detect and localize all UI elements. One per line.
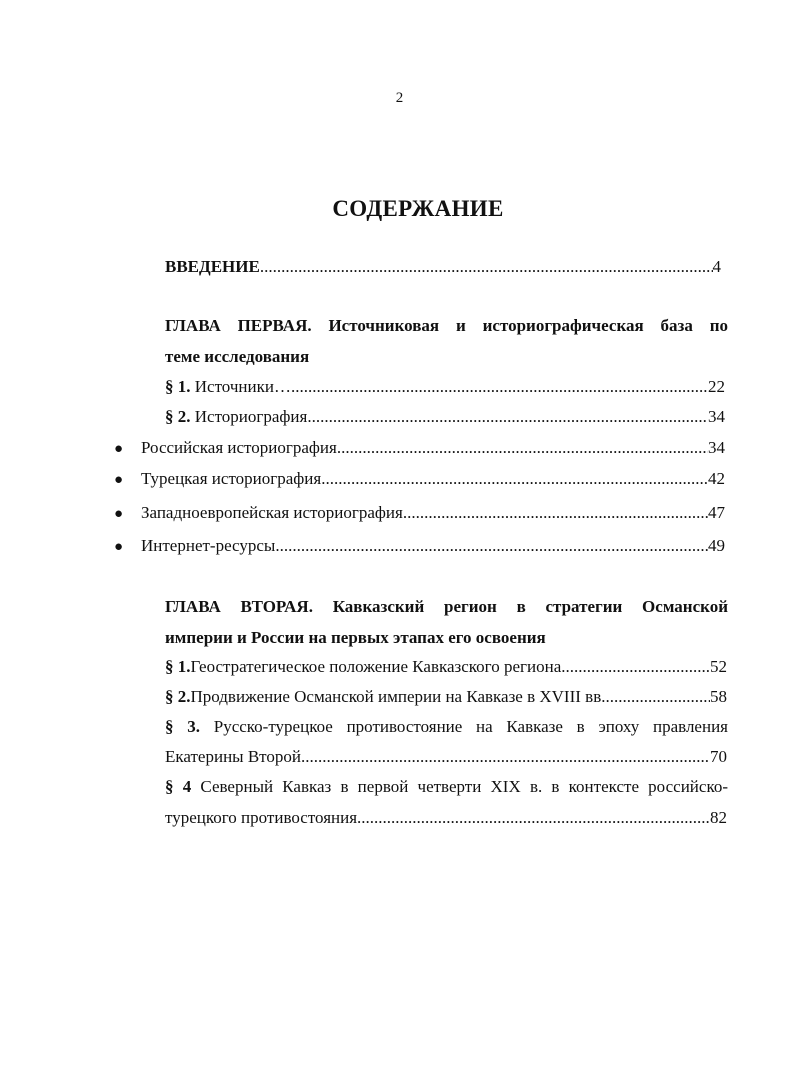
toc-entry-ch2-s2[interactable] <box>165 687 727 711</box>
section-mark: § 4 <box>165 777 192 796</box>
toc-entry-russian-historiography[interactable] <box>141 438 725 462</box>
toc-entry-turkish-historiography[interactable] <box>141 469 725 493</box>
toc-entry-label: Геостратегическое положение Кавказского региона <box>190 657 562 676</box>
toc-entry-label: Русско-турецкое противостояние на Кавказе в эпоху правления <box>200 717 728 736</box>
section-mark: § 1. <box>165 657 191 676</box>
dot-leader <box>307 407 708 427</box>
toc-page-number: 42 <box>708 469 725 488</box>
toc-entry-ch2-s3-line1[interactable] <box>165 717 728 737</box>
chapter2-heading-line2: империи и России на первых этапах его освоения <box>165 628 546 647</box>
toc-title: СОДЕРЖАНИЕ <box>332 196 504 221</box>
toc-entry-internet-resources[interactable] <box>141 536 725 560</box>
bullet-icon: ● <box>114 472 124 488</box>
toc-entry-ch2-s3-line2[interactable] <box>165 747 727 771</box>
toc-entry-label: Екатерины Второй <box>165 747 301 766</box>
chapter1-heading-line1: ГЛАВА ПЕРВАЯ. Источниковая и историографическая база по <box>165 316 728 335</box>
dot-leader <box>601 687 710 707</box>
toc-page-number: 82 <box>710 808 727 827</box>
dot-leader <box>301 747 710 767</box>
toc-entry-west-european-historiography[interactable] <box>141 503 725 527</box>
dot-leader <box>275 536 708 556</box>
toc-page-number: 34 <box>708 438 725 457</box>
dot-leader <box>337 438 708 458</box>
toc-entry-ch2-s4-line2[interactable] <box>165 808 727 832</box>
toc-entry-label: Западноевропейская историография <box>141 503 403 522</box>
chapter2-heading-line1: ГЛАВА ВТОРАЯ. Кавказский регион в стратегии Османской <box>165 597 728 616</box>
dot-leader <box>357 808 710 828</box>
toc-entry-label: Источники… <box>194 377 291 396</box>
page-number: 2 <box>395 90 404 106</box>
toc-entry-intro[interactable] <box>165 257 721 281</box>
toc-entry-label: Историография <box>194 407 308 426</box>
toc-entry-ch1-s2[interactable] <box>165 407 725 431</box>
toc-entry-ch2-s4-line1[interactable] <box>165 777 728 797</box>
toc-page-number: 58 <box>710 687 727 706</box>
section-mark: § 2. <box>165 687 191 706</box>
toc-entry-label: ВВЕДЕНИЕ <box>165 257 260 276</box>
toc-entry-ch1-s1[interactable] <box>165 377 725 401</box>
toc-entry-label: Интернет-ресурсы <box>141 536 276 555</box>
dot-leader <box>403 503 708 523</box>
toc-page-number: 22 <box>708 377 725 396</box>
dot-leader <box>561 657 710 677</box>
dot-leader <box>321 469 708 489</box>
bullet-icon: ● <box>114 441 124 457</box>
bullet-icon: ● <box>114 506 124 522</box>
toc-entry-label: Российская историография <box>141 438 337 457</box>
toc-entry-label: турецкого противостояния <box>165 808 358 827</box>
toc-page-number: 49 <box>708 536 725 555</box>
dot-leader <box>260 257 713 277</box>
toc-entry-label: Турецкая историография <box>141 469 322 488</box>
chapter1-heading-line2: теме исследования <box>165 347 310 366</box>
toc-entry-label: Продвижение Османской империи на Кавказе в XVIII вв <box>190 687 602 706</box>
bullet-icon: ● <box>114 539 124 555</box>
toc-entry-label: Северный Кавказ в первой четверти XIX в. в контексте российско- <box>191 777 728 796</box>
dot-leader <box>291 377 708 397</box>
section-mark: § 2. <box>165 407 191 426</box>
toc-page-number: 4 <box>712 257 721 276</box>
section-mark: § 3. <box>165 717 200 736</box>
toc-page-number: 70 <box>710 747 727 766</box>
toc-entry-ch2-s1[interactable] <box>165 657 727 681</box>
section-mark: § 1. <box>165 377 191 396</box>
toc-page-number: 52 <box>710 657 727 676</box>
toc-page-number: 34 <box>708 407 725 426</box>
toc-page-number: 47 <box>708 503 725 522</box>
